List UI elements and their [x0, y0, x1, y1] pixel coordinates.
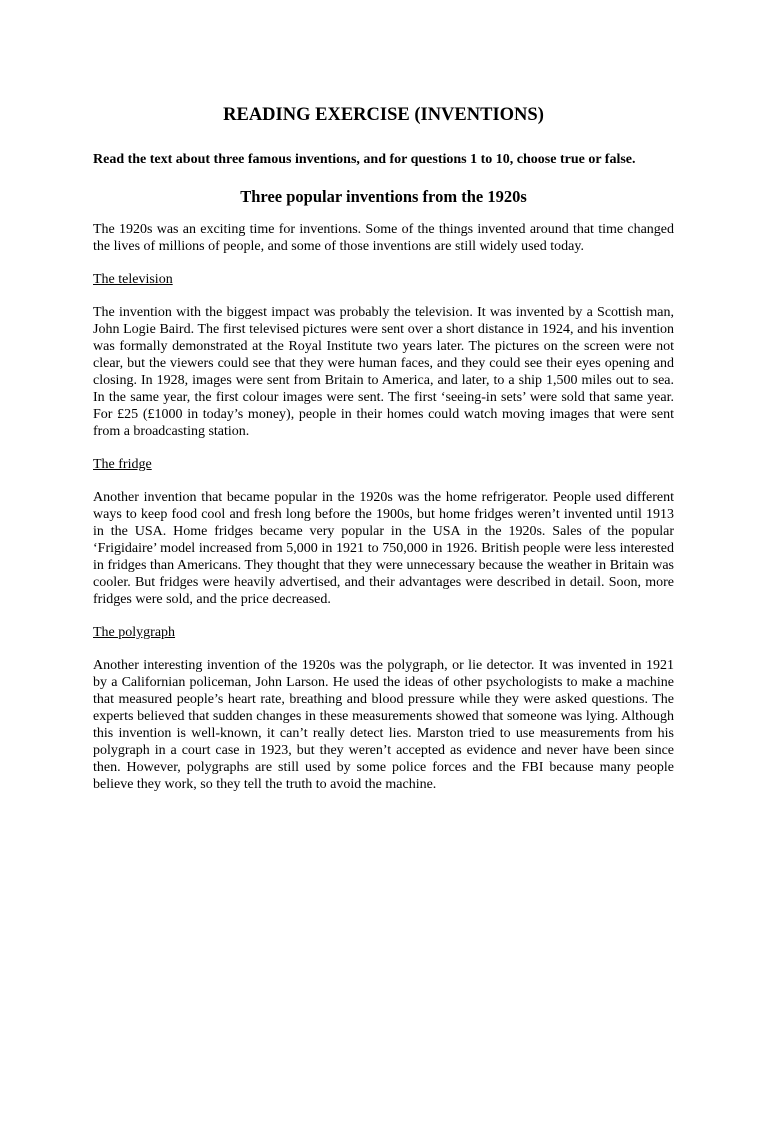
- section-body-television: The invention with the biggest impact was probably the television. It was invented by a Scottish man, John Logie Baird. The first televised pictures were sent over a short distance in 1924, and his invention was formally demonstrated at the Royal Institute two years later. The pictures on the screen were not clear, but the viewers could see that they were human faces, and they could see their eyes opening and closing. In 1928, images were sent from Britain to America, and later, to a ship 1,500 miles out to sea. In the same year, the first colour images were sent. The first ‘seeing-in sets’ were sold that same year. For £25 (£1000 in today’s money), people in their homes could watch moving images that were sent from a broadcasting station.: [93, 305, 674, 439]
- section-heading-polygraph: The polygraph: [93, 625, 176, 640]
- page-title: READING EXERCISE (INVENTIONS): [223, 105, 544, 125]
- section-body-polygraph: Another interesting invention of the 1920s was the polygraph, or lie detector. It was invented in 1921 by a Californian policeman, John Larson. He used the ideas of other psychologists to make a machine that measured people’s heart rate, breathing and blood pressure while they were asked questions. The experts believed that sudden changes in these measurements showed that someone was lying. Although this invention is well-known, it can’t really detect lies. Marston tried to use measurements from his polygraph in a court case in 1923, but they weren’t accepted as evidence and never have been since then. However, polygraphs are still used by some police forces and the FBI because many people believe they work, so they tell the truth to avoid the machine.: [93, 658, 674, 792]
- section-heading-fridge: The fridge: [93, 457, 152, 472]
- instructions: Read the text about three famous inventions, and for questions 1 to 10, choose true or false.: [93, 152, 636, 167]
- article-title: Three popular inventions from the 1920s: [240, 187, 527, 206]
- document-page: [0, 104, 768, 1128]
- intro-paragraph: The 1920s was an exciting time for inventions. Some of the things invented around that time changed the lives of millions of people, and some of those inventions are still widely used today.: [93, 222, 674, 254]
- section-heading-television: The television: [93, 272, 173, 287]
- section-body-fridge: Another invention that became popular in the 1920s was the home refrigerator. People used different ways to keep food cool and fresh long before the 1900s, but home fridges weren’t invented until 1913 in the USA. Home fridges became very popular in the USA in the 1920s. Sales of the popular ‘Frigidaire’ model increased from 5,000 in 1921 to 750,000 in 1926. British people were less interested in fridges than Americans. They thought that they were unnecessary because the weather in Britain was cooler. But fridges were heavily advertised, and their advantages were described in detail. Soon, more fridges were sold, and the price decreased.: [93, 490, 674, 607]
